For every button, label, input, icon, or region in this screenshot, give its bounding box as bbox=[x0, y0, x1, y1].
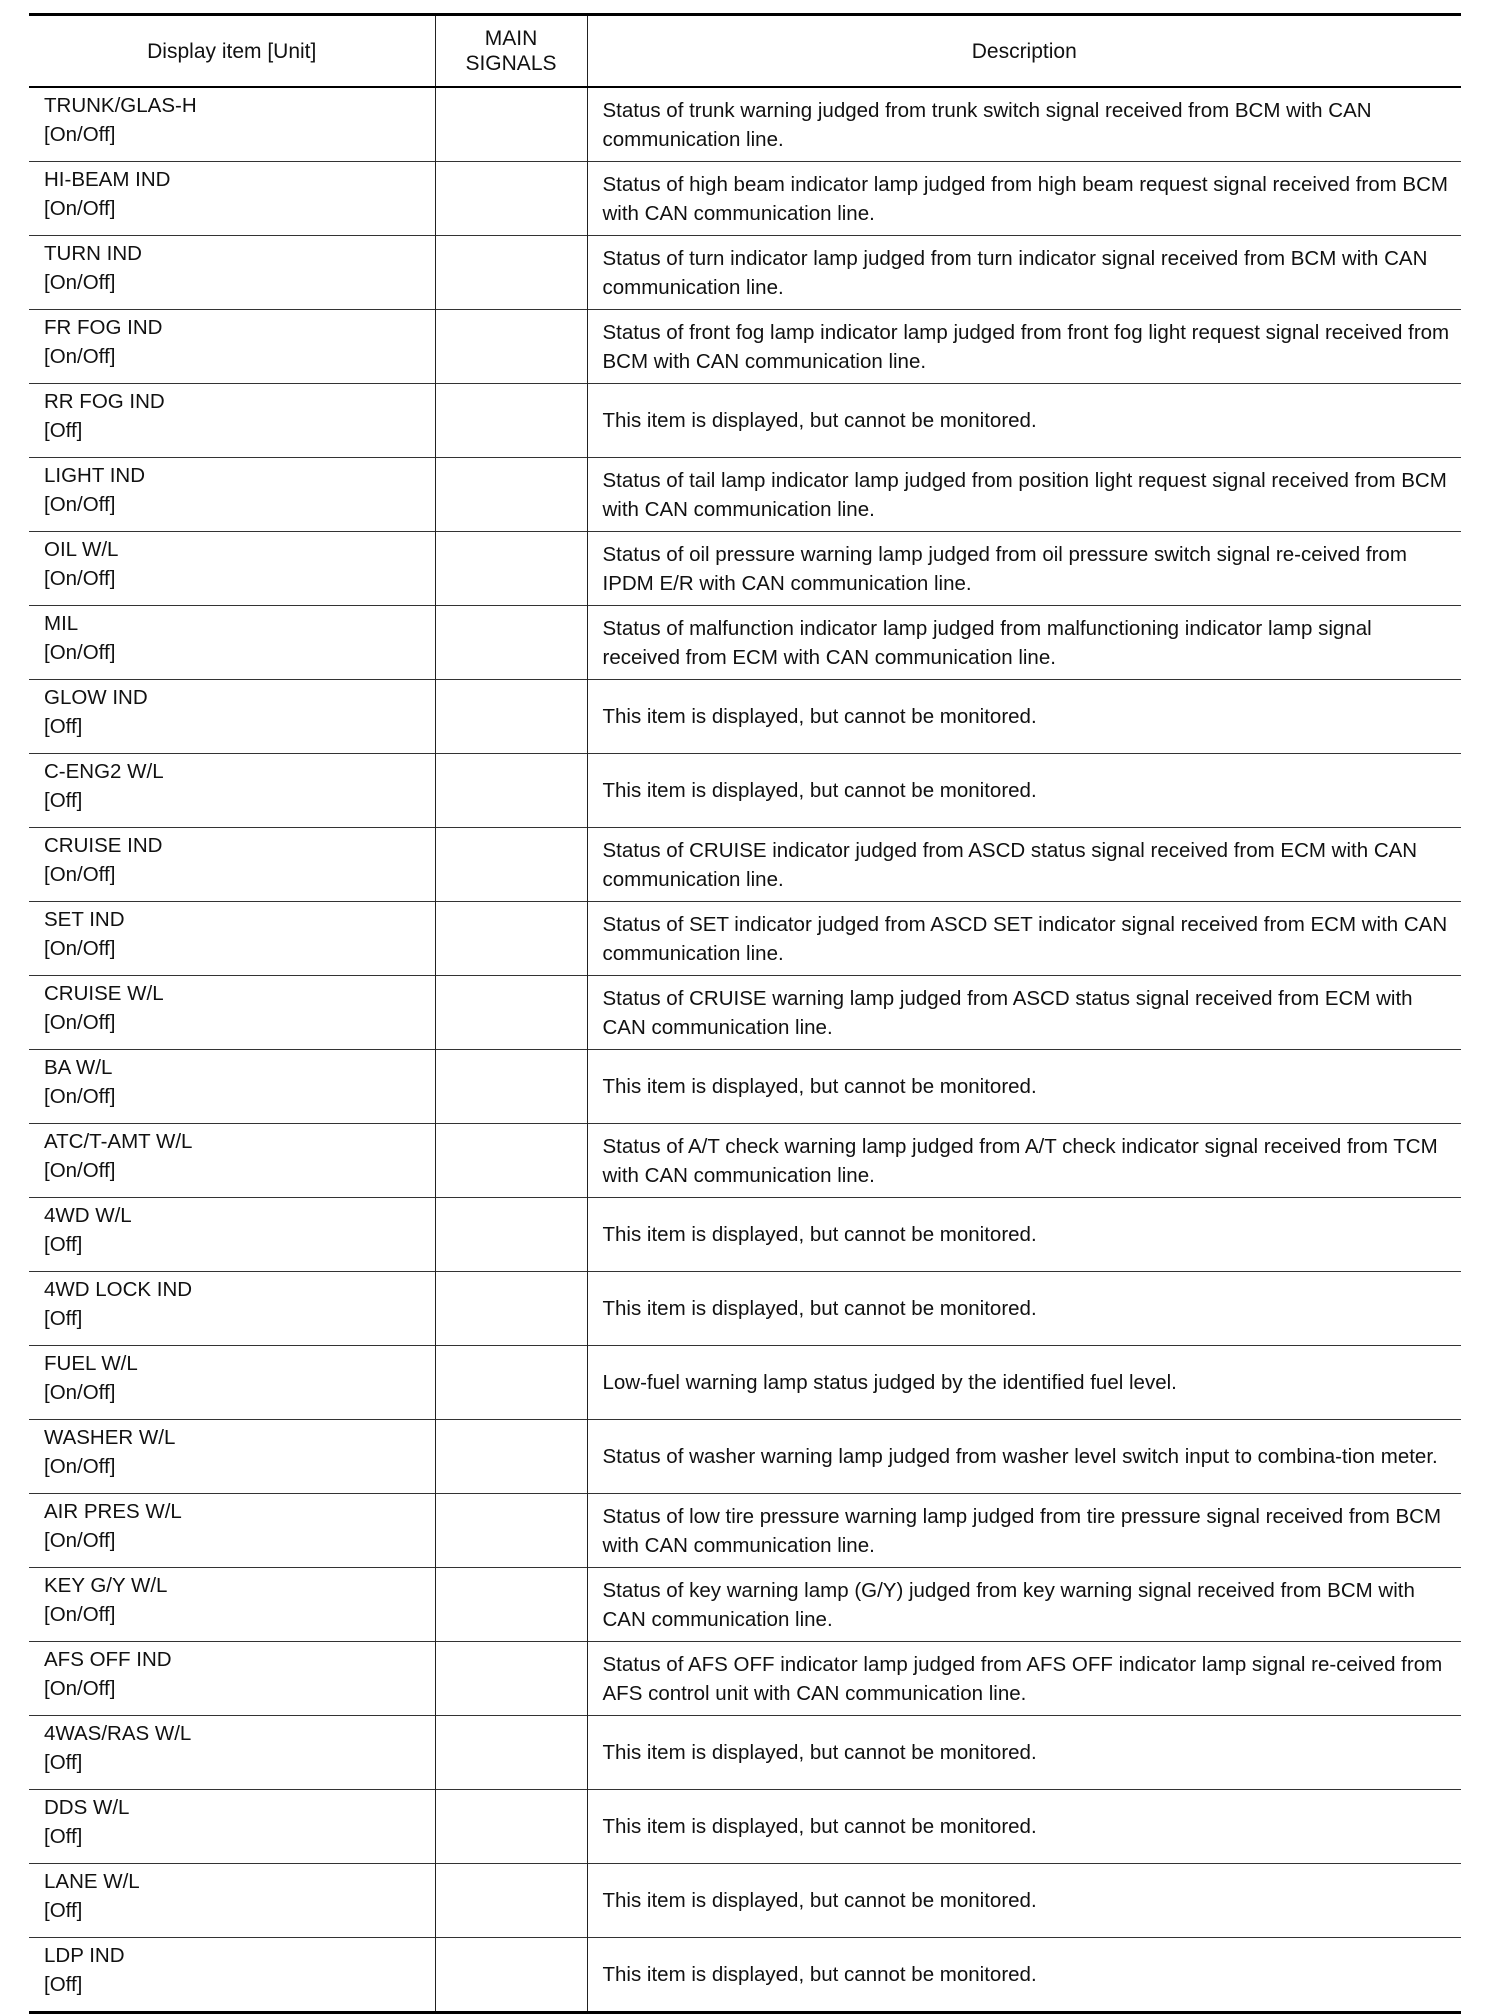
display-item-cell bbox=[29, 1716, 435, 1790]
display-item-unit: [On/Off] bbox=[44, 1529, 116, 1552]
main-signals-cell bbox=[435, 606, 587, 680]
table-row bbox=[29, 87, 1461, 162]
main-signals-cell bbox=[435, 384, 587, 458]
display-item-unit: [On/Off] bbox=[44, 567, 116, 590]
display-item-table bbox=[29, 13, 1461, 2014]
description-cell: Status of trunk warning judged from trunk switch signal received from BCM with CAN communication line. bbox=[587, 87, 1461, 162]
header-main-signals-line2: SIGNALS bbox=[465, 52, 557, 75]
table-row bbox=[29, 384, 1461, 458]
table-row bbox=[29, 754, 1461, 828]
table-row bbox=[29, 236, 1461, 310]
main-signals-cell bbox=[435, 458, 587, 532]
table-row bbox=[29, 1716, 1461, 1790]
display-item-name: GLOW IND bbox=[44, 686, 148, 709]
description-cell: Low-fuel warning lamp status judged by the identified fuel level. bbox=[587, 1346, 1461, 1420]
table-row bbox=[29, 1568, 1461, 1642]
display-item-cell bbox=[29, 1272, 435, 1346]
display-item-cell bbox=[29, 1790, 435, 1864]
main-signals-cell bbox=[435, 1864, 587, 1938]
description-cell: This item is displayed, but cannot be monitored. bbox=[587, 680, 1461, 754]
description-cell: This item is displayed, but cannot be monitored. bbox=[587, 1272, 1461, 1346]
display-item-name: LIGHT IND bbox=[44, 464, 145, 487]
display-item-name: CRUISE IND bbox=[44, 834, 163, 857]
description-cell: This item is displayed, but cannot be monitored. bbox=[587, 384, 1461, 458]
display-item-cell bbox=[29, 384, 435, 458]
display-item-unit: [Off] bbox=[44, 1751, 83, 1774]
table-row bbox=[29, 1198, 1461, 1272]
display-item-unit: [On/Off] bbox=[44, 641, 116, 664]
display-item-unit: [On/Off] bbox=[44, 493, 116, 516]
display-item-cell bbox=[29, 1198, 435, 1272]
description-cell: This item is displayed, but cannot be monitored. bbox=[587, 754, 1461, 828]
display-item-unit: [On/Off] bbox=[44, 1455, 116, 1478]
display-item-name: 4WAS/RAS W/L bbox=[44, 1722, 192, 1745]
description-cell: Status of CRUISE indicator judged from ASCD status signal received from ECM with CAN communication line. bbox=[587, 828, 1461, 902]
table-row bbox=[29, 458, 1461, 532]
display-item-cell bbox=[29, 606, 435, 680]
display-item-name: LANE W/L bbox=[44, 1870, 140, 1893]
display-item-unit: [On/Off] bbox=[44, 1011, 116, 1034]
description-cell: Status of washer warning lamp judged from washer level switch input to combina-tion meter. bbox=[587, 1420, 1461, 1494]
display-item-name: SET IND bbox=[44, 908, 125, 931]
display-item-cell bbox=[29, 1494, 435, 1568]
description-cell: Status of CRUISE warning lamp judged from ASCD status signal received from ECM with CAN communication line. bbox=[587, 976, 1461, 1050]
table-row bbox=[29, 1420, 1461, 1494]
table-row bbox=[29, 976, 1461, 1050]
display-item-cell bbox=[29, 754, 435, 828]
main-signals-cell bbox=[435, 1790, 587, 1864]
main-signals-cell bbox=[435, 1716, 587, 1790]
description-cell: Status of high beam indicator lamp judged from high beam request signal received from BCM with CAN communication line. bbox=[587, 162, 1461, 236]
main-signals-cell bbox=[435, 902, 587, 976]
display-item-cell bbox=[29, 1346, 435, 1420]
display-item-name: LDP IND bbox=[44, 1944, 125, 1967]
header-description-label: Description bbox=[971, 39, 1077, 63]
header-description bbox=[587, 15, 1461, 88]
display-item-cell bbox=[29, 1938, 435, 2013]
display-item-cell bbox=[29, 1864, 435, 1938]
description-cell: Status of key warning lamp (G/Y) judged from key warning signal received from BCM with CAN communication line. bbox=[587, 1568, 1461, 1642]
display-item-unit: [Off] bbox=[44, 1973, 83, 1996]
display-item-cell bbox=[29, 87, 435, 162]
table-row bbox=[29, 680, 1461, 754]
table-row bbox=[29, 532, 1461, 606]
display-item-name: ATC/T-AMT W/L bbox=[44, 1130, 193, 1153]
description-cell: Status of SET indicator judged from ASCD SET indicator signal received from ECM with CAN communication line. bbox=[587, 902, 1461, 976]
main-signals-cell bbox=[435, 680, 587, 754]
display-item-unit: [On/Off] bbox=[44, 937, 116, 960]
main-signals-cell bbox=[435, 310, 587, 384]
main-signals-cell bbox=[435, 1198, 587, 1272]
description-cell: Status of AFS OFF indicator lamp judged from AFS OFF indicator lamp signal re-ceived from AFS control unit with CAN communication line. bbox=[587, 1642, 1461, 1716]
main-signals-cell bbox=[435, 87, 587, 162]
display-item-name: DDS W/L bbox=[44, 1796, 130, 1819]
display-item-cell bbox=[29, 458, 435, 532]
table-row bbox=[29, 902, 1461, 976]
display-item-name: BA W/L bbox=[44, 1056, 113, 1079]
display-item-cell bbox=[29, 532, 435, 606]
display-item-unit: [On/Off] bbox=[44, 1603, 116, 1626]
display-item-unit: [Off] bbox=[44, 419, 83, 442]
display-item-name: TRUNK/GLAS-H bbox=[44, 94, 197, 117]
description-cell: Status of front fog lamp indicator lamp judged from front fog light request signal received from BCM with CAN communication line. bbox=[587, 310, 1461, 384]
description-cell: Status of malfunction indicator lamp judged from malfunctioning indicator lamp signal received from ECM with CAN communication line. bbox=[587, 606, 1461, 680]
display-item-name: HI-BEAM IND bbox=[44, 168, 171, 191]
display-item-unit: [On/Off] bbox=[44, 123, 116, 146]
display-item-unit: [On/Off] bbox=[44, 271, 116, 294]
table-row bbox=[29, 1864, 1461, 1938]
main-signals-cell bbox=[435, 162, 587, 236]
display-item-unit: [On/Off] bbox=[44, 1677, 116, 1700]
main-signals-cell bbox=[435, 976, 587, 1050]
display-item-unit: [Off] bbox=[44, 789, 83, 812]
main-signals-cell bbox=[435, 1494, 587, 1568]
description-cell: This item is displayed, but cannot be monitored. bbox=[587, 1864, 1461, 1938]
display-item-name: 4WD LOCK IND bbox=[44, 1278, 193, 1301]
display-item-cell bbox=[29, 680, 435, 754]
display-item-name: KEY G/Y W/L bbox=[44, 1574, 168, 1597]
table-row bbox=[29, 606, 1461, 680]
display-item-name: TURN IND bbox=[44, 242, 142, 265]
display-item-name: AIR PRES W/L bbox=[44, 1500, 182, 1523]
main-signals-cell bbox=[435, 1938, 587, 2013]
display-item-unit: [Off] bbox=[44, 1233, 83, 1256]
table-row bbox=[29, 1050, 1461, 1124]
main-signals-cell bbox=[435, 236, 587, 310]
table-row bbox=[29, 1494, 1461, 1568]
description-cell: Status of oil pressure warning lamp judged from oil pressure switch signal re-ceived from IPDM E/R with CAN communication line. bbox=[587, 532, 1461, 606]
main-signals-cell bbox=[435, 1346, 587, 1420]
description-cell: Status of turn indicator lamp judged from turn indicator signal received from BCM with CAN communication line. bbox=[587, 236, 1461, 310]
main-signals-cell bbox=[435, 1124, 587, 1198]
display-item-cell bbox=[29, 1124, 435, 1198]
description-cell: This item is displayed, but cannot be monitored. bbox=[587, 1938, 1461, 2013]
description-cell: Status of tail lamp indicator lamp judged from position light request signal received from BCM with CAN communication line. bbox=[587, 458, 1461, 532]
table-body bbox=[29, 87, 1461, 2013]
display-item-name: 4WD W/L bbox=[44, 1204, 132, 1227]
display-item-unit: [On/Off] bbox=[44, 1381, 116, 1404]
display-item-unit: [On/Off] bbox=[44, 863, 116, 886]
table-row bbox=[29, 1346, 1461, 1420]
display-item-name: CRUISE W/L bbox=[44, 982, 164, 1005]
description-cell: Status of A/T check warning lamp judged from A/T check indicator signal received from TCM with CAN communication line. bbox=[587, 1124, 1461, 1198]
table-row bbox=[29, 828, 1461, 902]
description-cell: This item is displayed, but cannot be monitored. bbox=[587, 1790, 1461, 1864]
display-item-name: FUEL W/L bbox=[44, 1352, 138, 1375]
description-cell: This item is displayed, but cannot be monitored. bbox=[587, 1716, 1461, 1790]
display-item-cell bbox=[29, 902, 435, 976]
display-item-name: OIL W/L bbox=[44, 538, 119, 561]
display-item-unit: [Off] bbox=[44, 715, 83, 738]
display-item-name: RR FOG IND bbox=[44, 390, 165, 413]
display-item-unit: [On/Off] bbox=[44, 1085, 116, 1108]
display-item-cell bbox=[29, 310, 435, 384]
display-item-unit: [On/Off] bbox=[44, 197, 116, 220]
display-item-unit: [On/Off] bbox=[44, 1159, 116, 1182]
table-header bbox=[29, 15, 1461, 88]
header-main-signals-line1: MAIN bbox=[484, 27, 538, 50]
display-item-name: WASHER W/L bbox=[44, 1426, 176, 1449]
header-display-item-label: Display item [Unit] bbox=[147, 39, 317, 63]
main-signals-cell bbox=[435, 1050, 587, 1124]
display-item-unit: [Off] bbox=[44, 1825, 83, 1848]
main-signals-cell bbox=[435, 754, 587, 828]
main-signals-cell bbox=[435, 1420, 587, 1494]
header-row bbox=[29, 15, 1461, 88]
display-item-cell bbox=[29, 1568, 435, 1642]
table-row bbox=[29, 1272, 1461, 1346]
main-signals-cell bbox=[435, 532, 587, 606]
table-row bbox=[29, 1790, 1461, 1864]
table-row bbox=[29, 1124, 1461, 1198]
table-row bbox=[29, 162, 1461, 236]
header-main-signals bbox=[435, 15, 587, 88]
display-item-name: FR FOG IND bbox=[44, 316, 163, 339]
description-cell: This item is displayed, but cannot be monitored. bbox=[587, 1050, 1461, 1124]
main-signals-cell bbox=[435, 1642, 587, 1716]
header-display-item bbox=[29, 15, 435, 88]
display-item-cell bbox=[29, 1642, 435, 1716]
display-item-unit: [Off] bbox=[44, 1307, 83, 1330]
display-item-cell bbox=[29, 162, 435, 236]
table-row bbox=[29, 1642, 1461, 1716]
display-item-unit: [Off] bbox=[44, 1899, 83, 1922]
main-signals-cell bbox=[435, 828, 587, 902]
display-item-cell bbox=[29, 236, 435, 310]
table-row bbox=[29, 310, 1461, 384]
reference-table-container bbox=[29, 13, 1461, 2014]
display-item-name: MIL bbox=[44, 612, 79, 635]
display-item-cell bbox=[29, 976, 435, 1050]
main-signals-cell bbox=[435, 1568, 587, 1642]
display-item-name: AFS OFF IND bbox=[44, 1648, 172, 1671]
display-item-unit: [On/Off] bbox=[44, 345, 116, 368]
main-signals-cell bbox=[435, 1272, 587, 1346]
display-item-cell bbox=[29, 1050, 435, 1124]
description-cell: Status of low tire pressure warning lamp judged from tire pressure signal received from BCM with CAN communication line. bbox=[587, 1494, 1461, 1568]
description-cell: This item is displayed, but cannot be monitored. bbox=[587, 1198, 1461, 1272]
display-item-name: C-ENG2 W/L bbox=[44, 760, 164, 783]
display-item-cell bbox=[29, 828, 435, 902]
display-item-cell bbox=[29, 1420, 435, 1494]
table-row bbox=[29, 1938, 1461, 2013]
